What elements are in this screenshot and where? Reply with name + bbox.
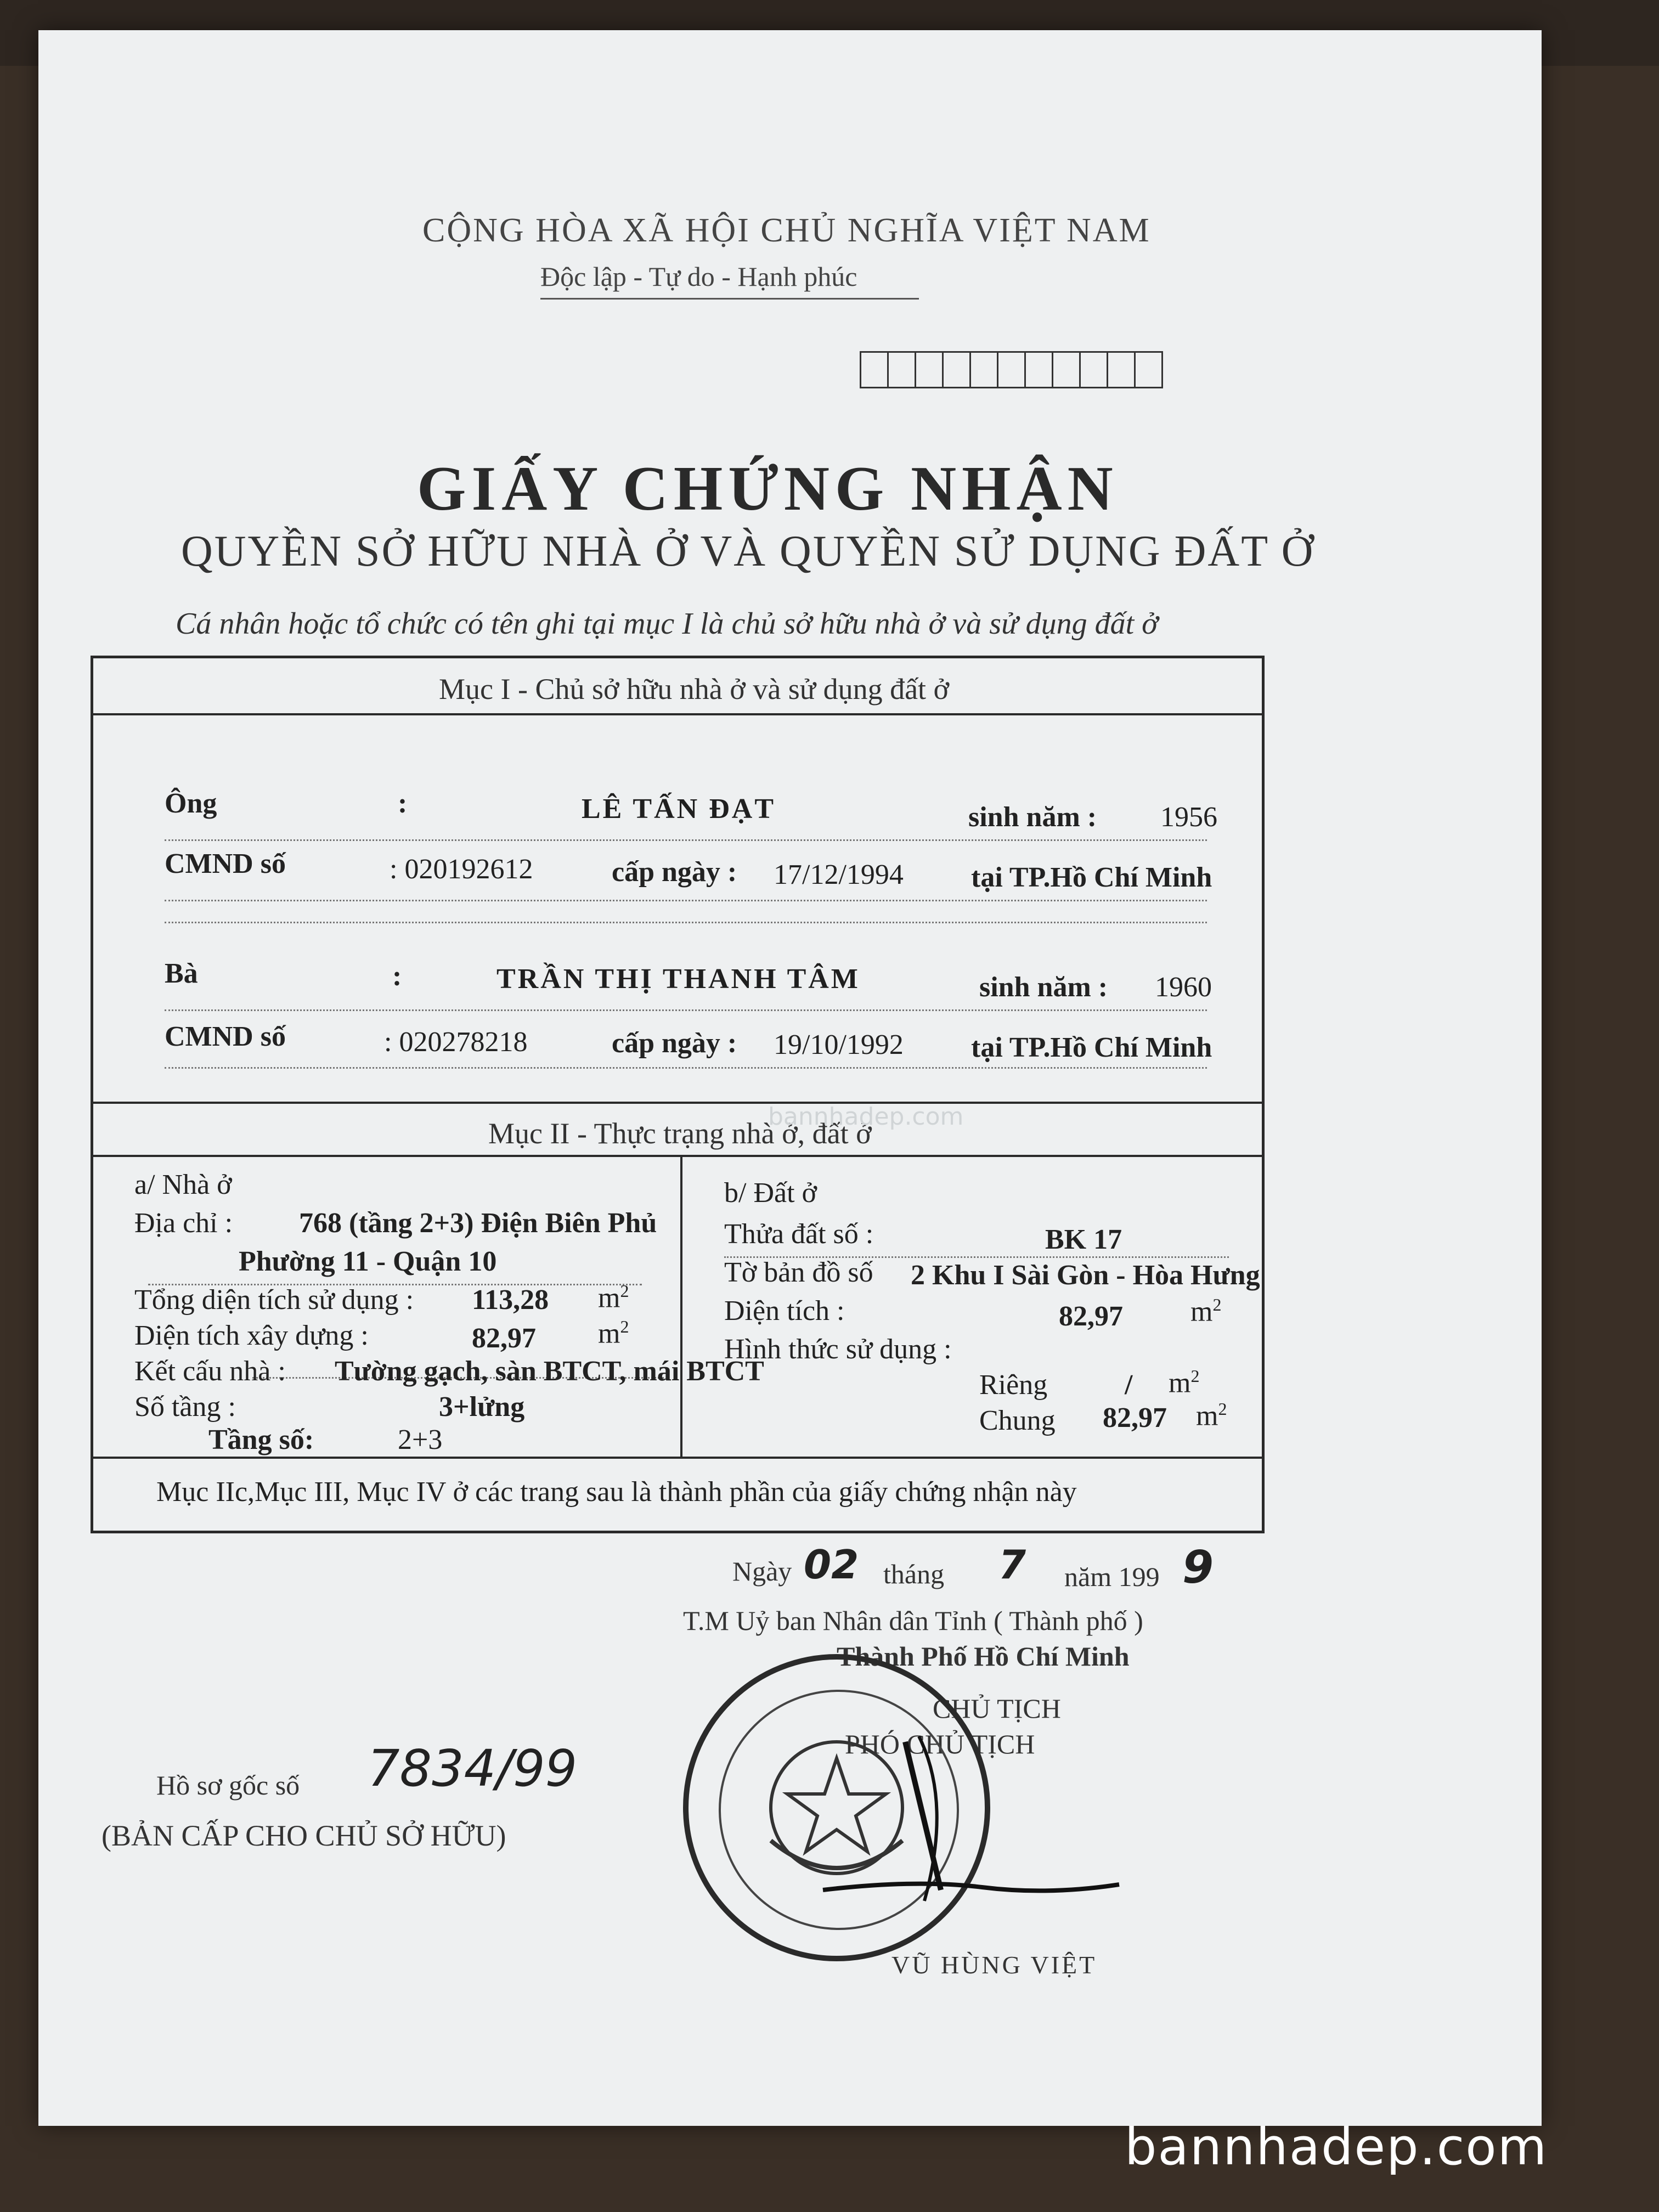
divider [93,1102,1262,1104]
signature-stroke-icon [817,1874,1125,1917]
owner1-issue-place: tại TP.Hồ Chí Minh [971,862,1212,893]
house-floors-value: 3+lửng [439,1391,525,1423]
owner1-name: LÊ TẤN ĐẠT [582,793,776,825]
certificate-frame [91,656,1265,1533]
owner2-name: TRẦN THỊ THANH TÂM [496,963,860,995]
house-build-area-value: 82,97 [472,1323,536,1354]
land-private-label: Riêng [979,1369,1048,1401]
owner1-id-number: : 020192612 [390,854,533,885]
copy-note: (BẢN CẤP CHO CHỦ SỞ HỮU) [101,1819,506,1852]
owner2-id-label: CMND số [165,1021,286,1052]
house-floor-no-label: Tầng số: [208,1424,314,1455]
intro-text: Cá nhân hoặc tổ chức có tên ghi tại mục I là chủ sở hữu nhà ở và sử dụng đất ở [176,607,1159,641]
date-year-digit: 9 [1182,1542,1214,1594]
house-address-label: Địa chỉ : [134,1207,233,1239]
serial-number-boxes [861,351,1163,388]
date-year-label: năm 199 [1064,1561,1160,1592]
signer-name: VŨ HÙNG VIỆT [891,1951,1097,1979]
authority-line2: Thành Phố Hồ Chí Minh [837,1641,1130,1672]
owner2-birth-year: 1960 [1155,972,1212,1003]
land-shared-label: Chung [979,1405,1056,1436]
date-day: 02 [804,1542,859,1588]
house-build-area-label: Diện tích xây dựng : [134,1320,369,1351]
inline-watermark: bannhadep.com [768,1103,964,1131]
record-label: Hồ sơ gốc số [156,1770,300,1801]
owner1-birth-year: 1956 [1160,802,1217,833]
house-floors-label: Số tầng : [134,1391,236,1423]
house-address-value2: Phường 11 - Quận 10 [239,1246,497,1277]
divider [93,1155,1262,1157]
owner2-title: Bà [165,958,198,989]
owner2-issue-place: tại TP.Hồ Chí Minh [971,1032,1212,1063]
land-area-unit: $m^2$ [1190,1295,1222,1328]
owner2-issue-date: 19/10/1992 [774,1029,904,1060]
column-divider [680,1155,682,1457]
document-subtitle: QUYỀN SỞ HỮU NHÀ Ở VÀ QUYỀN SỬ DỤNG ĐẤT Ở [181,527,1315,575]
land-parcel-label: Thửa đất số : [724,1218,874,1250]
land-shared-value: 82,97 [1103,1402,1167,1434]
owner2-issue-label: cấp ngày : [612,1028,737,1059]
footer-watermark: bannhadep.com [1125,2118,1548,2176]
house-label: a/ Nhà ở [134,1169,232,1200]
land-area-label: Diện tích : [724,1295,845,1327]
house-floor-no-value: 2+3 [398,1424,443,1455]
record-number: 7834/99 [368,1739,578,1798]
owner1-issue-date: 17/12/1994 [774,859,904,890]
section2-heading: Mục II - Thực trạng nhà ở, đất ở [488,1117,872,1150]
motto-underline [540,298,919,300]
owner2-birth-label: sinh năm : [979,972,1108,1003]
house-total-area-label: Tổng diện tích sử dụng : [134,1284,414,1316]
land-label: b/ Đất ở [724,1177,817,1209]
owner1-birth-label: sinh năm : [968,802,1097,833]
owner2-colon: : [392,961,402,992]
house-build-area-unit: $m^2$ [598,1317,629,1350]
owner1-id-label: CMND số [165,848,286,879]
certificate-page [38,30,1542,2126]
land-usage-label: Hình thức sử dụng : [724,1334,952,1365]
house-structure-label: Kết cấu nhà : [134,1356,286,1387]
divider [93,713,1262,715]
date-month-label: tháng [883,1559,945,1589]
footer-note: Mục IIc,Mục III, Mục IV ở các trang sau là thành phần của giấy chứng nhận này [156,1476,1077,1508]
land-area-value: 82,97 [1059,1301,1123,1332]
land-map-label: Tờ bản đồ số [724,1257,873,1288]
divider [93,1457,1262,1459]
house-total-area-value: 113,28 [472,1284,549,1316]
land-parcel-value: BK 17 [1045,1224,1122,1255]
owner2-id-number: : 020278218 [384,1026,528,1058]
house-total-area-unit: $m^2$ [598,1281,629,1314]
land-map-value: 2 Khu I Sài Gòn - Hòa Hưng [911,1260,1260,1291]
motto: Độc lập - Tự do - Hạnh phúc [540,261,857,292]
owner1-title: Ông [165,788,217,819]
land-private-value: / [1125,1369,1133,1401]
section1-heading: Mục I - Chủ sở hữu nhà ở và sử dụng đất ở [439,673,950,706]
authority-chair: CHỦ TỊCH [933,1693,1061,1724]
land-private-unit: $m^2$ [1169,1366,1200,1399]
authority-vice-chair: PHÓ CHỦ TỊCH [845,1729,1035,1759]
date-day-label: Ngày [732,1556,792,1587]
owner1-issue-label: cấp ngày : [612,856,737,888]
authority-line1: T.M Uỷ ban Nhân dân Tỉnh ( Thành phố ) [683,1605,1143,1636]
house-address-value: 768 (tầng 2+3) Điện Biên Phủ [299,1207,657,1239]
land-shared-unit: $m^2$ [1196,1399,1227,1432]
country-header: CỘNG HÒA XÃ HỘI CHỦ NGHĨA VIỆT NAM [422,212,1151,249]
document-title: GIẤY CHỨNG NHẬN [417,454,1119,523]
date-month: 7 [998,1542,1026,1588]
house-structure-value: Tường gạch, sàn BTCT, mái BTCT [335,1356,764,1387]
owner1-colon: : [398,788,408,819]
